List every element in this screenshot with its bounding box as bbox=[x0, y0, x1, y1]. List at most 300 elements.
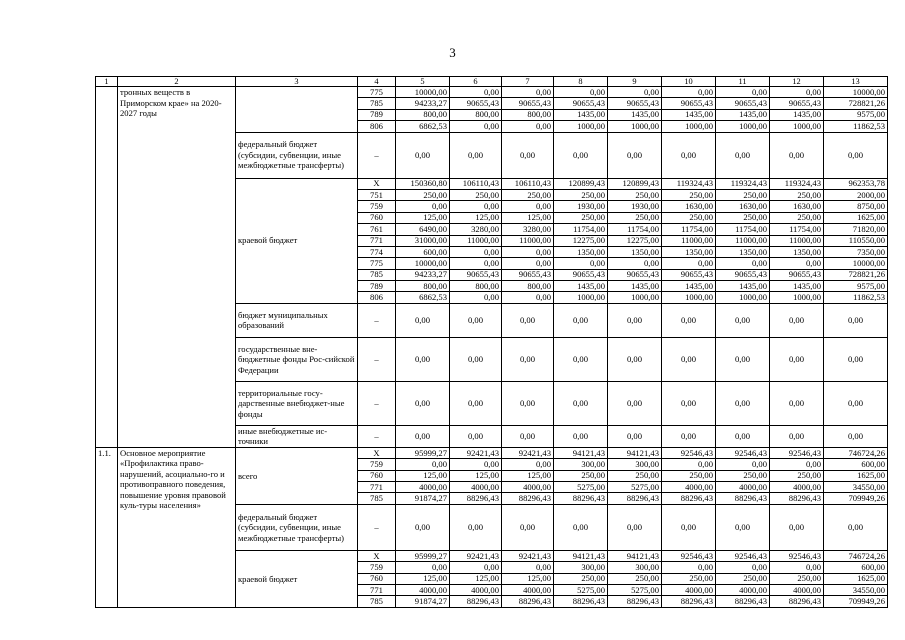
budget-code: – bbox=[358, 337, 396, 381]
year-value: 88296,43 bbox=[502, 493, 554, 504]
total-value: 11862,53 bbox=[824, 121, 888, 132]
year-value: 88296,43 bbox=[662, 596, 716, 607]
year-value: 90655,43 bbox=[770, 98, 824, 109]
year-value: 0,00 bbox=[716, 303, 770, 337]
year-value: 125,00 bbox=[396, 212, 450, 223]
year-value: 94233,27 bbox=[396, 98, 450, 109]
year-value: 0,00 bbox=[502, 562, 554, 573]
year-value: 5275,00 bbox=[608, 482, 662, 493]
year-value: 90655,43 bbox=[502, 98, 554, 109]
year-value: 0,00 bbox=[396, 381, 450, 425]
item-name: тронных веществ в Приморском крае» на 2020-2027 годы bbox=[118, 87, 236, 448]
year-value: 250,00 bbox=[554, 573, 608, 584]
column-header: 10 bbox=[662, 77, 716, 87]
column-header: 2 bbox=[118, 77, 236, 87]
year-value: 0,00 bbox=[450, 425, 502, 447]
year-value: 0,00 bbox=[396, 504, 450, 550]
year-value: 1000,00 bbox=[716, 292, 770, 303]
year-value: 1350,00 bbox=[554, 246, 608, 257]
year-value: 600,00 bbox=[396, 246, 450, 257]
total-value: 1625,00 bbox=[824, 212, 888, 223]
budget-code: X bbox=[358, 550, 396, 561]
year-value: 90655,43 bbox=[716, 98, 770, 109]
year-value: 1435,00 bbox=[716, 281, 770, 292]
year-value: 120899,43 bbox=[608, 178, 662, 189]
year-value: 92546,43 bbox=[770, 447, 824, 458]
funding-source: иные внебюджетные ис-точники bbox=[236, 425, 358, 447]
year-value: 31000,00 bbox=[396, 235, 450, 246]
budget-code: 760 bbox=[358, 470, 396, 481]
total-value: 746724,26 bbox=[824, 447, 888, 458]
total-value: 0,00 bbox=[824, 425, 888, 447]
year-value: 0,00 bbox=[716, 562, 770, 573]
year-value: 1435,00 bbox=[554, 109, 608, 120]
year-value: 90655,43 bbox=[502, 269, 554, 280]
year-value: 88296,43 bbox=[502, 596, 554, 607]
year-value: 0,00 bbox=[608, 381, 662, 425]
year-value: 0,00 bbox=[608, 132, 662, 178]
year-value: 0,00 bbox=[770, 303, 824, 337]
year-value: 11000,00 bbox=[662, 235, 716, 246]
year-value: 250,00 bbox=[554, 470, 608, 481]
item-number: 1.1. bbox=[96, 447, 118, 607]
total-value: 71820,00 bbox=[824, 224, 888, 235]
year-value: 88296,43 bbox=[554, 493, 608, 504]
year-value: 1630,00 bbox=[716, 201, 770, 212]
year-value: 0,00 bbox=[662, 459, 716, 470]
year-value: 0,00 bbox=[396, 337, 450, 381]
year-value: 4000,00 bbox=[662, 584, 716, 595]
year-value: 0,00 bbox=[608, 87, 662, 98]
funding-source: федеральный бюджет (субсидии, субвенции, иные межбюджетные трансферты) bbox=[236, 132, 358, 178]
year-value: 250,00 bbox=[716, 573, 770, 584]
year-value: 90655,43 bbox=[554, 269, 608, 280]
budget-code: 789 bbox=[358, 281, 396, 292]
year-value: 250,00 bbox=[770, 189, 824, 200]
year-value: 0,00 bbox=[396, 201, 450, 212]
year-value: 4000,00 bbox=[770, 584, 824, 595]
total-value: 10000,00 bbox=[824, 258, 888, 269]
budget-code: 760 bbox=[358, 573, 396, 584]
year-value: 92421,43 bbox=[450, 550, 502, 561]
year-value: 4000,00 bbox=[450, 482, 502, 493]
column-header: 5 bbox=[396, 77, 450, 87]
column-header: 9 bbox=[608, 77, 662, 87]
total-value: 709949,26 bbox=[824, 596, 888, 607]
year-value: 0,00 bbox=[770, 504, 824, 550]
year-value: 11000,00 bbox=[770, 235, 824, 246]
budget-code: 759 bbox=[358, 562, 396, 573]
year-value: 90655,43 bbox=[608, 269, 662, 280]
year-value: 800,00 bbox=[396, 281, 450, 292]
year-value: 0,00 bbox=[450, 504, 502, 550]
year-value: 11754,00 bbox=[662, 224, 716, 235]
year-value: 0,00 bbox=[450, 459, 502, 470]
table-row bbox=[96, 447, 888, 458]
year-value: 125,00 bbox=[450, 573, 502, 584]
year-value: 0,00 bbox=[608, 258, 662, 269]
year-value: 94121,43 bbox=[554, 550, 608, 561]
year-value: 0,00 bbox=[502, 201, 554, 212]
column-header: 6 bbox=[450, 77, 502, 87]
year-value: 125,00 bbox=[450, 212, 502, 223]
budget-code: – bbox=[358, 381, 396, 425]
year-value: 10000,00 bbox=[396, 258, 450, 269]
year-value: 6490,00 bbox=[396, 224, 450, 235]
year-value: 11754,00 bbox=[608, 224, 662, 235]
year-value: 0,00 bbox=[662, 132, 716, 178]
year-value: 250,00 bbox=[396, 189, 450, 200]
year-value: 1000,00 bbox=[770, 121, 824, 132]
year-value: 250,00 bbox=[608, 470, 662, 481]
year-value: 250,00 bbox=[608, 212, 662, 223]
year-value: 0,00 bbox=[554, 337, 608, 381]
year-value: 88296,43 bbox=[554, 596, 608, 607]
year-value: 90655,43 bbox=[662, 98, 716, 109]
year-value: 4000,00 bbox=[502, 584, 554, 595]
year-value: 1000,00 bbox=[716, 121, 770, 132]
budget-code: 760 bbox=[358, 212, 396, 223]
year-value: 0,00 bbox=[502, 337, 554, 381]
year-value: 94121,43 bbox=[554, 447, 608, 458]
total-value: 1625,00 bbox=[824, 470, 888, 481]
year-value: 92546,43 bbox=[662, 447, 716, 458]
year-value: 1350,00 bbox=[662, 246, 716, 257]
year-value: 1000,00 bbox=[662, 292, 716, 303]
year-value: 1930,00 bbox=[554, 201, 608, 212]
budget-code: 774 bbox=[358, 246, 396, 257]
budget-code: 789 bbox=[358, 109, 396, 120]
year-value: 90655,43 bbox=[450, 269, 502, 280]
column-header: 4 bbox=[358, 77, 396, 87]
year-value: 11000,00 bbox=[502, 235, 554, 246]
year-value: 150360,80 bbox=[396, 178, 450, 189]
year-value: 800,00 bbox=[502, 109, 554, 120]
year-value: 0,00 bbox=[770, 87, 824, 98]
year-value: 250,00 bbox=[502, 189, 554, 200]
year-value: 0,00 bbox=[770, 337, 824, 381]
total-value: 2000,00 bbox=[824, 189, 888, 200]
year-value: 0,00 bbox=[502, 87, 554, 98]
year-value: 0,00 bbox=[662, 381, 716, 425]
year-value: 300,00 bbox=[608, 562, 662, 573]
year-value: 0,00 bbox=[450, 337, 502, 381]
year-value: 11754,00 bbox=[554, 224, 608, 235]
year-value: 1000,00 bbox=[608, 292, 662, 303]
total-value: 0,00 bbox=[824, 303, 888, 337]
year-value: 1435,00 bbox=[662, 281, 716, 292]
year-value: 88296,43 bbox=[450, 493, 502, 504]
column-header: 12 bbox=[770, 77, 824, 87]
year-value: 0,00 bbox=[450, 87, 502, 98]
year-value: 106110,43 bbox=[502, 178, 554, 189]
year-value: 0,00 bbox=[662, 425, 716, 447]
year-value: 92546,43 bbox=[770, 550, 824, 561]
year-value: 0,00 bbox=[716, 132, 770, 178]
budget-code: – bbox=[358, 132, 396, 178]
year-value: 11000,00 bbox=[450, 235, 502, 246]
year-value: 250,00 bbox=[716, 470, 770, 481]
year-value: 92546,43 bbox=[716, 447, 770, 458]
year-value: 90655,43 bbox=[608, 98, 662, 109]
year-value: 0,00 bbox=[396, 459, 450, 470]
budget-code: 785 bbox=[358, 493, 396, 504]
budget-table bbox=[95, 76, 888, 608]
total-value: 600,00 bbox=[824, 459, 888, 470]
total-value: 110550,00 bbox=[824, 235, 888, 246]
year-value: 4000,00 bbox=[396, 584, 450, 595]
year-value: 4000,00 bbox=[396, 482, 450, 493]
year-value: 0,00 bbox=[502, 132, 554, 178]
total-value: 1625,00 bbox=[824, 573, 888, 584]
year-value: 250,00 bbox=[716, 212, 770, 223]
budget-code: 759 bbox=[358, 201, 396, 212]
year-value: 0,00 bbox=[450, 132, 502, 178]
budget-code: 771 bbox=[358, 584, 396, 595]
budget-code: X bbox=[358, 178, 396, 189]
year-value: 0,00 bbox=[502, 459, 554, 470]
year-value: 0,00 bbox=[770, 562, 824, 573]
year-value: 1435,00 bbox=[662, 109, 716, 120]
year-value: 4000,00 bbox=[662, 482, 716, 493]
year-value: 4000,00 bbox=[716, 584, 770, 595]
total-value: 34550,00 bbox=[824, 584, 888, 595]
year-value: 0,00 bbox=[502, 303, 554, 337]
year-value: 90655,43 bbox=[554, 98, 608, 109]
year-value: 250,00 bbox=[770, 212, 824, 223]
year-value: 0,00 bbox=[502, 258, 554, 269]
year-value: 800,00 bbox=[502, 281, 554, 292]
year-value: 0,00 bbox=[770, 258, 824, 269]
year-value: 12275,00 bbox=[608, 235, 662, 246]
budget-table-container bbox=[95, 76, 887, 608]
total-value: 600,00 bbox=[824, 562, 888, 573]
year-value: 125,00 bbox=[396, 573, 450, 584]
year-value: 3280,00 bbox=[502, 224, 554, 235]
column-header: 13 bbox=[824, 77, 888, 87]
year-value: 250,00 bbox=[716, 189, 770, 200]
year-value: 250,00 bbox=[554, 212, 608, 223]
year-value: 0,00 bbox=[502, 504, 554, 550]
year-value: 0,00 bbox=[502, 292, 554, 303]
year-value: 6862,53 bbox=[396, 292, 450, 303]
year-value: 1435,00 bbox=[770, 281, 824, 292]
table-body bbox=[96, 77, 888, 608]
year-value: 88296,43 bbox=[450, 596, 502, 607]
year-value: 1930,00 bbox=[608, 201, 662, 212]
year-value: 0,00 bbox=[608, 337, 662, 381]
year-value: 300,00 bbox=[554, 562, 608, 573]
year-value: 0,00 bbox=[450, 303, 502, 337]
year-value: 125,00 bbox=[396, 470, 450, 481]
year-value: 250,00 bbox=[770, 573, 824, 584]
year-value: 1000,00 bbox=[662, 121, 716, 132]
header-row bbox=[96, 77, 888, 87]
year-value: 250,00 bbox=[662, 470, 716, 481]
year-value: 0,00 bbox=[716, 337, 770, 381]
year-value: 250,00 bbox=[662, 573, 716, 584]
year-value: 0,00 bbox=[770, 459, 824, 470]
year-value: 88296,43 bbox=[608, 596, 662, 607]
funding-source bbox=[236, 87, 358, 133]
year-value: 5275,00 bbox=[554, 482, 608, 493]
year-value: 1435,00 bbox=[608, 109, 662, 120]
year-value: 0,00 bbox=[450, 258, 502, 269]
year-value: 800,00 bbox=[450, 281, 502, 292]
year-value: 1000,00 bbox=[770, 292, 824, 303]
year-value: 125,00 bbox=[502, 212, 554, 223]
year-value: 92421,43 bbox=[450, 447, 502, 458]
year-value: 0,00 bbox=[770, 381, 824, 425]
year-value: 88296,43 bbox=[770, 596, 824, 607]
year-value: 90655,43 bbox=[662, 269, 716, 280]
year-value: 95999,27 bbox=[396, 447, 450, 458]
year-value: 250,00 bbox=[770, 470, 824, 481]
year-value: 0,00 bbox=[554, 258, 608, 269]
year-value: 92546,43 bbox=[662, 550, 716, 561]
year-value: 4000,00 bbox=[770, 482, 824, 493]
budget-code: 785 bbox=[358, 596, 396, 607]
column-header: 8 bbox=[554, 77, 608, 87]
budget-code: 785 bbox=[358, 98, 396, 109]
year-value: 0,00 bbox=[396, 562, 450, 573]
year-value: 0,00 bbox=[608, 425, 662, 447]
year-value: 92546,43 bbox=[716, 550, 770, 561]
budget-code: 785 bbox=[358, 269, 396, 280]
year-value: 1000,00 bbox=[554, 121, 608, 132]
year-value: 1435,00 bbox=[716, 109, 770, 120]
year-value: 119324,43 bbox=[662, 178, 716, 189]
year-value: 88296,43 bbox=[608, 493, 662, 504]
year-value: 5275,00 bbox=[554, 584, 608, 595]
year-value: 0,00 bbox=[662, 562, 716, 573]
year-value: 106110,43 bbox=[450, 178, 502, 189]
total-value: 0,00 bbox=[824, 337, 888, 381]
total-value: 962353,78 bbox=[824, 178, 888, 189]
year-value: 1350,00 bbox=[770, 246, 824, 257]
year-value: 0,00 bbox=[770, 425, 824, 447]
budget-code: 771 bbox=[358, 235, 396, 246]
budget-code: 759 bbox=[358, 459, 396, 470]
year-value: 250,00 bbox=[554, 189, 608, 200]
budget-code: – bbox=[358, 303, 396, 337]
year-value: 119324,43 bbox=[770, 178, 824, 189]
year-value: 10000,00 bbox=[396, 87, 450, 98]
budget-code: 771 bbox=[358, 482, 396, 493]
year-value: 90655,43 bbox=[716, 269, 770, 280]
year-value: 94233,27 bbox=[396, 269, 450, 280]
year-value: 0,00 bbox=[554, 87, 608, 98]
total-value: 7350,00 bbox=[824, 246, 888, 257]
year-value: 88296,43 bbox=[716, 596, 770, 607]
year-value: 1000,00 bbox=[608, 121, 662, 132]
year-value: 1350,00 bbox=[608, 246, 662, 257]
year-value: 250,00 bbox=[662, 189, 716, 200]
total-value: 8750,00 bbox=[824, 201, 888, 212]
total-value: 11862,53 bbox=[824, 292, 888, 303]
year-value: 0,00 bbox=[502, 381, 554, 425]
funding-source: краевой бюджет bbox=[236, 178, 358, 303]
year-value: 0,00 bbox=[554, 504, 608, 550]
year-value: 1435,00 bbox=[770, 109, 824, 120]
year-value: 800,00 bbox=[396, 109, 450, 120]
year-value: 0,00 bbox=[716, 381, 770, 425]
year-value: 1630,00 bbox=[662, 201, 716, 212]
budget-code: 761 bbox=[358, 224, 396, 235]
year-value: 0,00 bbox=[662, 303, 716, 337]
year-value: 0,00 bbox=[608, 504, 662, 550]
funding-source: федеральный бюджет (субсидии, субвенции, иные межбюджетные трансферты) bbox=[236, 504, 358, 550]
year-value: 6862,53 bbox=[396, 121, 450, 132]
year-value: 94121,43 bbox=[608, 447, 662, 458]
year-value: 0,00 bbox=[662, 258, 716, 269]
year-value: 0,00 bbox=[450, 562, 502, 573]
year-value: 1435,00 bbox=[554, 281, 608, 292]
total-value: 0,00 bbox=[824, 132, 888, 178]
budget-code: 751 bbox=[358, 189, 396, 200]
item-number bbox=[96, 87, 118, 448]
year-value: 1000,00 bbox=[554, 292, 608, 303]
total-value: 0,00 bbox=[824, 504, 888, 550]
funding-source: бюджет муниципальных образований bbox=[236, 303, 358, 337]
table-row bbox=[96, 87, 888, 98]
year-value: 0,00 bbox=[396, 425, 450, 447]
year-value: 0,00 bbox=[662, 504, 716, 550]
year-value: 300,00 bbox=[608, 459, 662, 470]
year-value: 11000,00 bbox=[716, 235, 770, 246]
year-value: 250,00 bbox=[608, 573, 662, 584]
year-value: 91874,27 bbox=[396, 493, 450, 504]
budget-code: 775 bbox=[358, 87, 396, 98]
funding-source: государственные вне-бюджетные фонды Рос-сийской Федерации bbox=[236, 337, 358, 381]
funding-source: краевой бюджет bbox=[236, 550, 358, 607]
year-value: 90655,43 bbox=[770, 269, 824, 280]
year-value: 0,00 bbox=[396, 132, 450, 178]
year-value: 120899,43 bbox=[554, 178, 608, 189]
year-value: 0,00 bbox=[662, 87, 716, 98]
year-value: 0,00 bbox=[716, 459, 770, 470]
year-value: 94121,43 bbox=[608, 550, 662, 561]
budget-code: 806 bbox=[358, 121, 396, 132]
year-value: 4000,00 bbox=[716, 482, 770, 493]
year-value: 88296,43 bbox=[770, 493, 824, 504]
year-value: 1630,00 bbox=[770, 201, 824, 212]
year-value: 3280,00 bbox=[450, 224, 502, 235]
budget-code: – bbox=[358, 425, 396, 447]
year-value: 125,00 bbox=[450, 470, 502, 481]
year-value: 300,00 bbox=[554, 459, 608, 470]
year-value: 0,00 bbox=[450, 246, 502, 257]
year-value: 250,00 bbox=[662, 212, 716, 223]
column-header: 11 bbox=[716, 77, 770, 87]
year-value: 0,00 bbox=[662, 337, 716, 381]
year-value: 88296,43 bbox=[716, 493, 770, 504]
budget-code: 806 bbox=[358, 292, 396, 303]
year-value: 11754,00 bbox=[716, 224, 770, 235]
year-value: 4000,00 bbox=[502, 482, 554, 493]
item-name: Основное мероприятие «Профилактика право-нарушений, асоциально-го и противоправного поведения, повышение уровня правовой куль-туры населения» bbox=[118, 447, 236, 607]
year-value: 0,00 bbox=[554, 425, 608, 447]
year-value: 95999,27 bbox=[396, 550, 450, 561]
column-header: 1 bbox=[96, 77, 118, 87]
year-value: 0,00 bbox=[770, 132, 824, 178]
year-value: 11754,00 bbox=[770, 224, 824, 235]
year-value: 0,00 bbox=[554, 303, 608, 337]
total-value: 9575,00 bbox=[824, 281, 888, 292]
year-value: 90655,43 bbox=[450, 98, 502, 109]
year-value: 0,00 bbox=[716, 425, 770, 447]
year-value: 0,00 bbox=[450, 381, 502, 425]
